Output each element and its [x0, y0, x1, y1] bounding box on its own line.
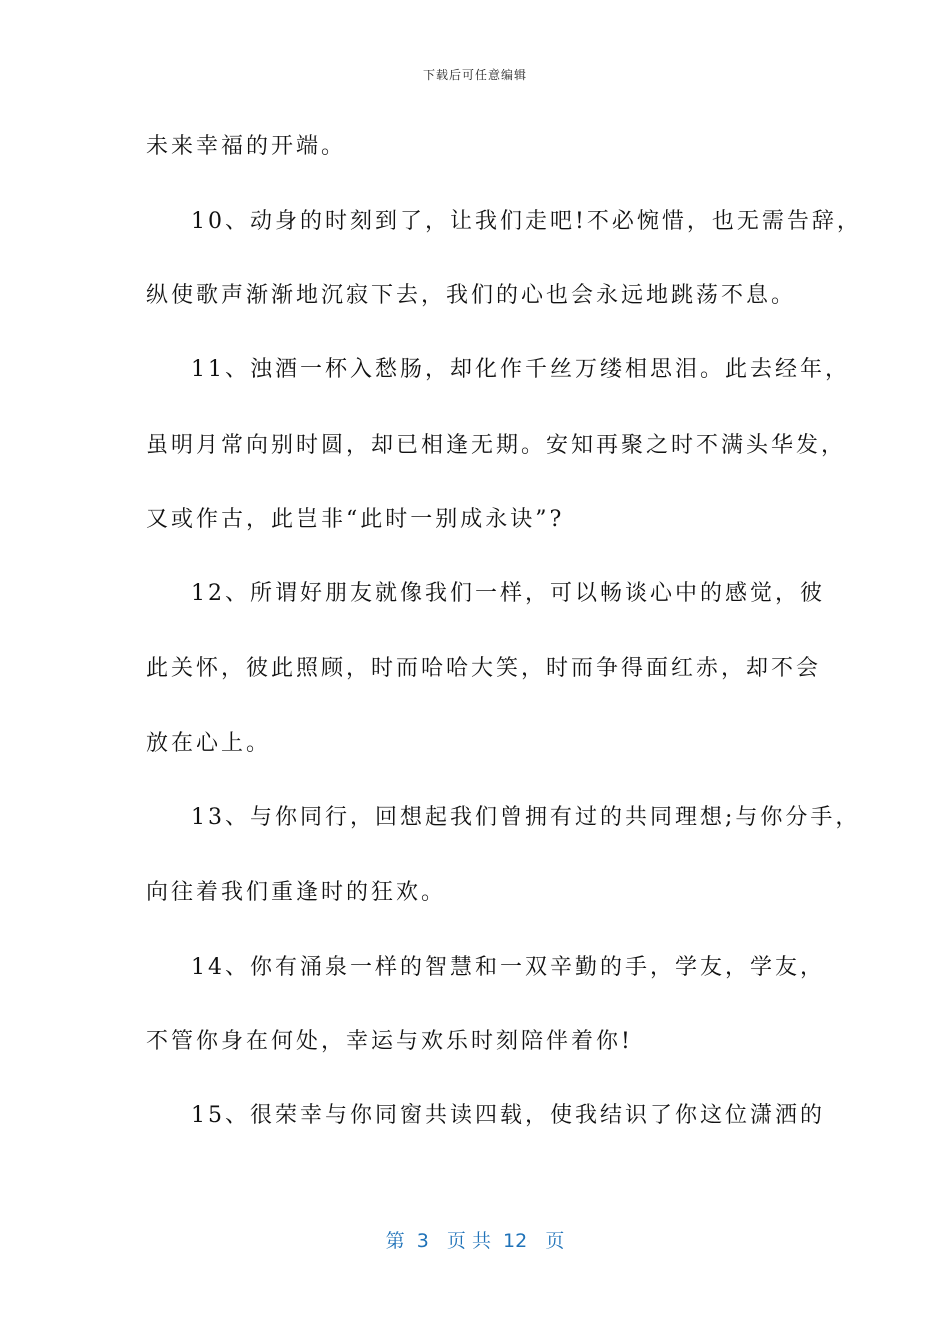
header-note: 下载后可任意编辑 — [422, 68, 527, 82]
text-line: 15、很荣幸与你同窗共读四载，使我结识了你这位潇洒的 — [191, 1103, 825, 1128]
text-line: 13、与你同行，回想起我们曾拥有过的共同理想;与你分手， — [191, 805, 861, 830]
text-line: 此关怀，彼此照顾，时而哈哈大笑，时而争得面红赤，却不会 — [146, 656, 822, 681]
text-line: 12、所谓好朋友就像我们一样，可以畅谈心中的感觉，彼 — [191, 581, 825, 606]
text-line: 11、浊酒一杯入愁肠，却化作千丝万缕相思泪。此去经年， — [191, 357, 850, 382]
text-line: 不管你身在何处，幸运与欢乐时刻陪伴着你! — [146, 1029, 633, 1054]
text-line: 向往着我们重逢时的狂欢。 — [146, 880, 447, 905]
text-line: 10、动身的时刻到了，让我们走吧!不必惋惜，也无需告辞， — [191, 209, 862, 234]
text-line: 又或作古，此岂非“此时一别成永诀”? — [146, 507, 565, 532]
text-line: 未来幸福的开端。 — [146, 134, 347, 159]
page-number-footer: 第 3 页 共 12 页 — [385, 1230, 565, 1252]
text-line: 纵使歌声渐渐地沉寂下去，我们的心也会永远地跳荡不息。 — [146, 283, 797, 308]
text-line: 虽明月常向别时圆，却已相逢无期。安知再聚之时不满头华发， — [146, 433, 847, 458]
text-line: 放在心上。 — [146, 731, 272, 756]
text-line: 14、你有涌泉一样的智慧和一双辛勤的手，学友，学友， — [191, 955, 825, 980]
